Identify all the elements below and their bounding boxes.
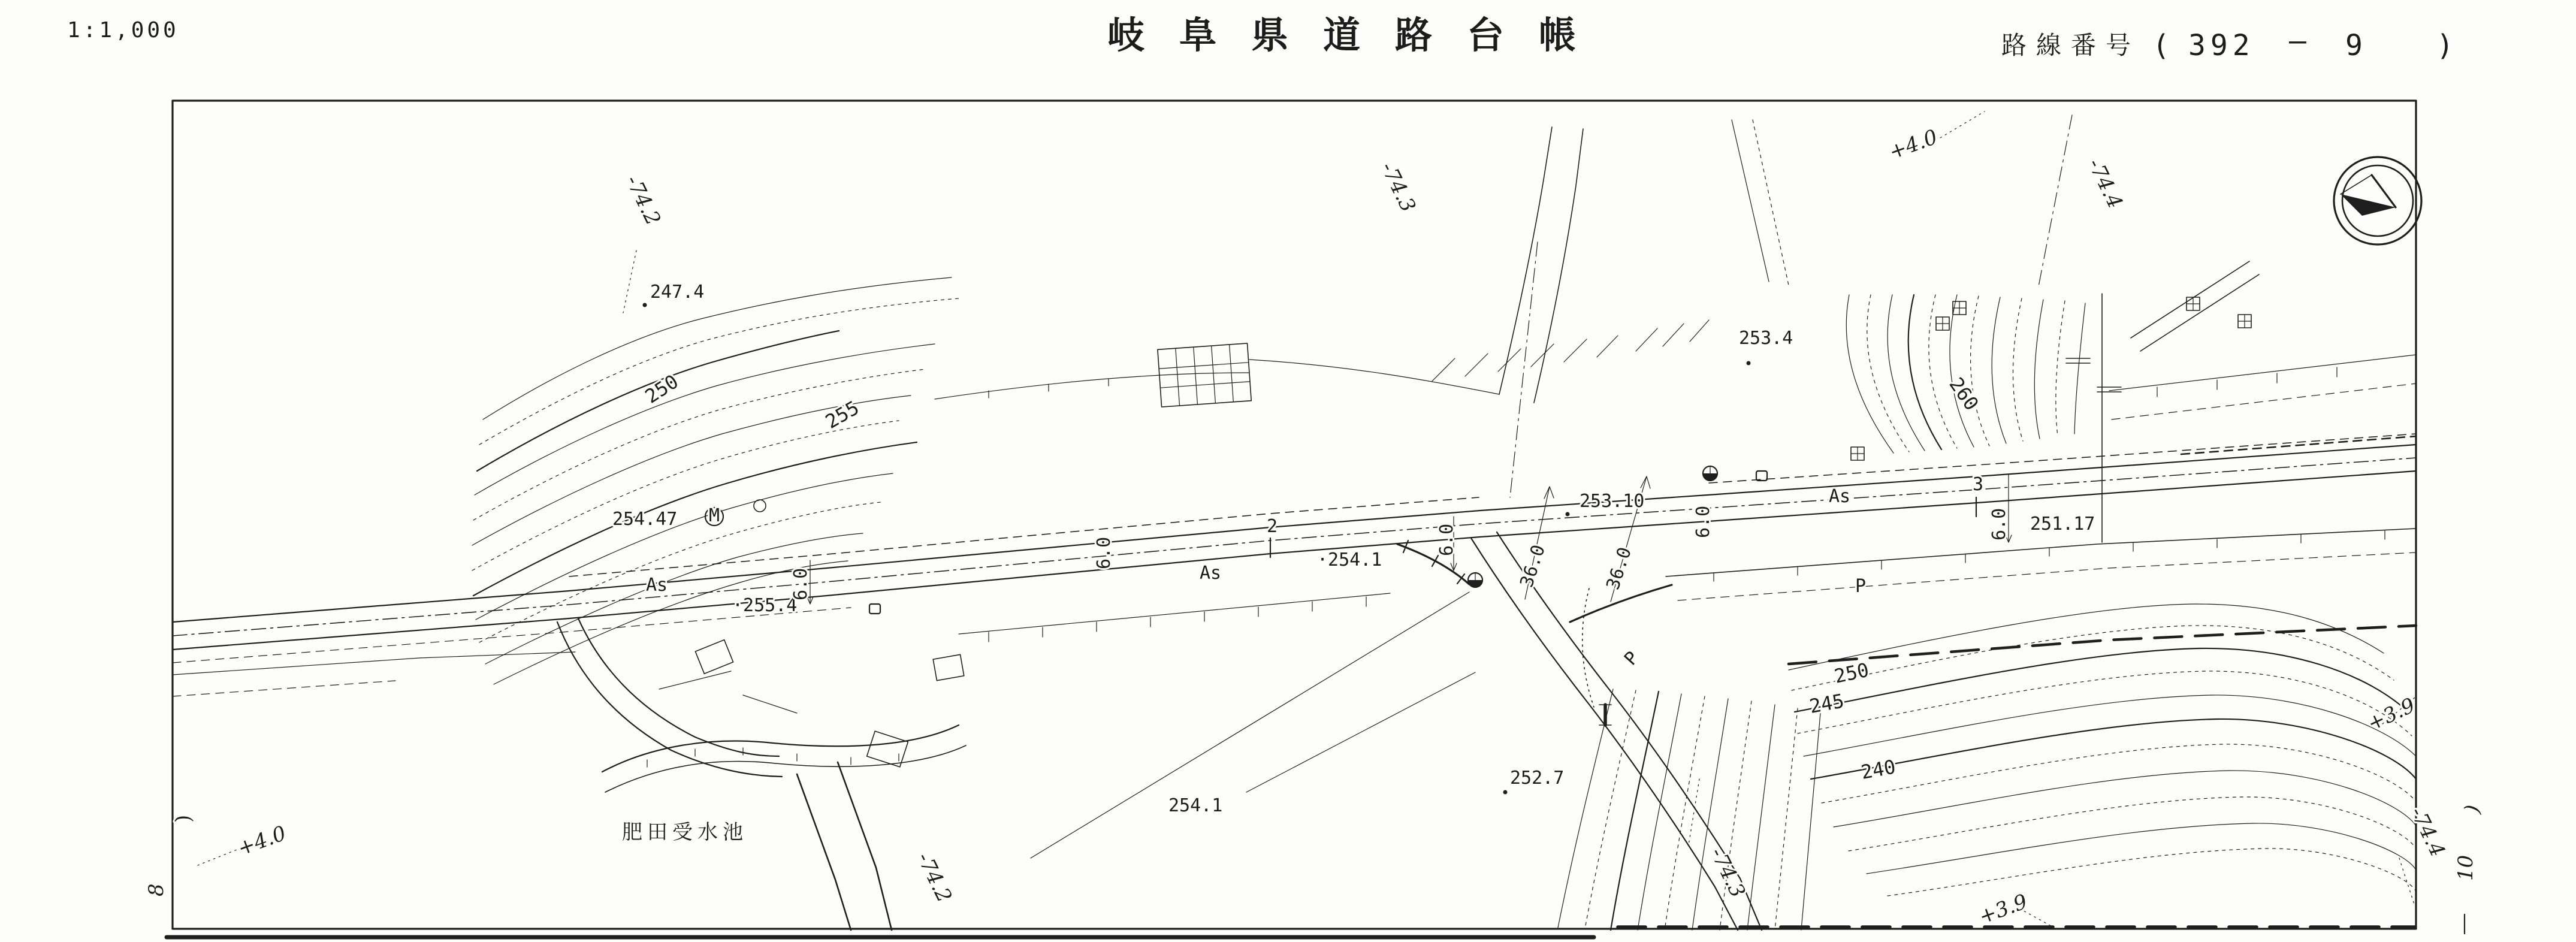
- grid-coordinate: -74.4: [2082, 155, 2128, 213]
- page-number-right: 10: [2454, 855, 2478, 881]
- manhole-symbol: [754, 500, 766, 512]
- structure-symbol: [869, 604, 880, 614]
- contour-label: 245: [1807, 689, 1846, 718]
- north-arrow-icon: [2334, 157, 2421, 244]
- contour-label: 260: [1944, 373, 1983, 415]
- contour-label: 250: [1832, 658, 1871, 688]
- side-road-up: [1432, 127, 1709, 403]
- structure-symbol: [1756, 471, 1767, 481]
- road-width: 6.0: [1094, 536, 1115, 569]
- rice-paddy-icon: [2238, 315, 2251, 328]
- route-number-value: 392: [2188, 29, 2255, 62]
- dimension-label: 36.0: [1516, 542, 1550, 590]
- sheet-frame: [167, 101, 2465, 937]
- road-width: 6.0: [1989, 508, 2010, 541]
- elevation-point: [1747, 361, 1751, 366]
- rice-paddy-icon: [2187, 297, 2200, 310]
- scale-label: 1:1,000: [67, 18, 179, 43]
- road-width: 6.0: [1693, 505, 1714, 538]
- margin-paren-left: (: [171, 812, 197, 825]
- parcel-label: P: [1855, 576, 1867, 597]
- main-road: [173, 434, 2416, 663]
- elevation-point: [1503, 790, 1508, 795]
- road-width: 6.0: [1436, 523, 1457, 556]
- field-band-top: [935, 343, 1499, 407]
- intersection: [807, 475, 2012, 725]
- spot-elevation: ·255.4: [732, 595, 798, 616]
- parcel-strip-right: [1666, 529, 2416, 664]
- rice-paddy-icon: [1851, 447, 1864, 460]
- svg-text:M: M: [708, 505, 720, 526]
- benchmark-symbol: [1703, 466, 1717, 481]
- spot-elevation: 252.7: [1510, 768, 1565, 789]
- page-title: 岐阜県道路台帳: [1107, 16, 1611, 56]
- route-number-dash: —: [2289, 24, 2311, 58]
- spot-elevation: 253.10: [1580, 491, 1645, 512]
- grid-coordinate: +4.0: [234, 821, 289, 861]
- road-width: 6.0: [790, 567, 811, 600]
- grid-coordinate: +3.9: [1976, 889, 2031, 929]
- contour-label: 240: [1859, 755, 1898, 784]
- elevation-point: [643, 303, 647, 307]
- contour-label: 250: [641, 370, 682, 408]
- grid-coordinate: -74.4: [2405, 803, 2450, 861]
- grid-coordinate: +3.9: [2363, 693, 2419, 736]
- fence-line: [959, 593, 1390, 642]
- spot-elevation: 253.4: [1739, 328, 1793, 349]
- route-paren-close: ): [2436, 29, 2459, 62]
- pond-area: [173, 618, 966, 930]
- pond-name: 肥田受水池: [622, 821, 748, 844]
- station-number: 2: [1267, 516, 1278, 537]
- contour-label: 255: [822, 396, 863, 433]
- parcels-top-right: [2066, 261, 2416, 419]
- grid-coordinate: -74.3: [1375, 158, 1421, 216]
- route-number-label: 路線番号: [2001, 31, 2141, 59]
- grid-coordinate: -74.2: [911, 849, 957, 907]
- pavement-label: As: [646, 575, 668, 596]
- route-paren-open: (: [2152, 29, 2175, 62]
- dimension-label: 36.0: [1602, 544, 1636, 593]
- pavement-label: As: [1829, 486, 1851, 507]
- contour-group-upper-left: [472, 277, 959, 684]
- grid-coordinate: +4.0: [1886, 125, 1941, 165]
- rice-paddy-icon: [1936, 317, 1949, 330]
- spot-elevation: 254.1: [1168, 795, 1223, 816]
- spot-elevation: ·254.1: [1317, 550, 1382, 570]
- benchmark-symbol: [1468, 573, 1482, 587]
- station-number: 3: [1973, 474, 1984, 495]
- page-number-left: 8: [144, 883, 168, 896]
- spot-elevation: 251.17: [2030, 514, 2095, 535]
- grid-coordinate: -74.2: [620, 171, 666, 230]
- grid-coordinate: -74.3: [1705, 844, 1750, 902]
- contour-fan-bottom: [1558, 689, 1820, 930]
- spot-elevation: 247.4: [650, 282, 705, 303]
- route-branch-value: 9: [2345, 29, 2367, 62]
- pavement-label: As: [1200, 563, 1222, 584]
- elevation-point: [1566, 512, 1570, 517]
- spot-elevation: 254.47: [612, 509, 678, 530]
- margin-paren-right: (: [2460, 803, 2486, 816]
- parcel-label: P: [1620, 647, 1644, 670]
- contour-group-lower-right: [1789, 604, 2416, 896]
